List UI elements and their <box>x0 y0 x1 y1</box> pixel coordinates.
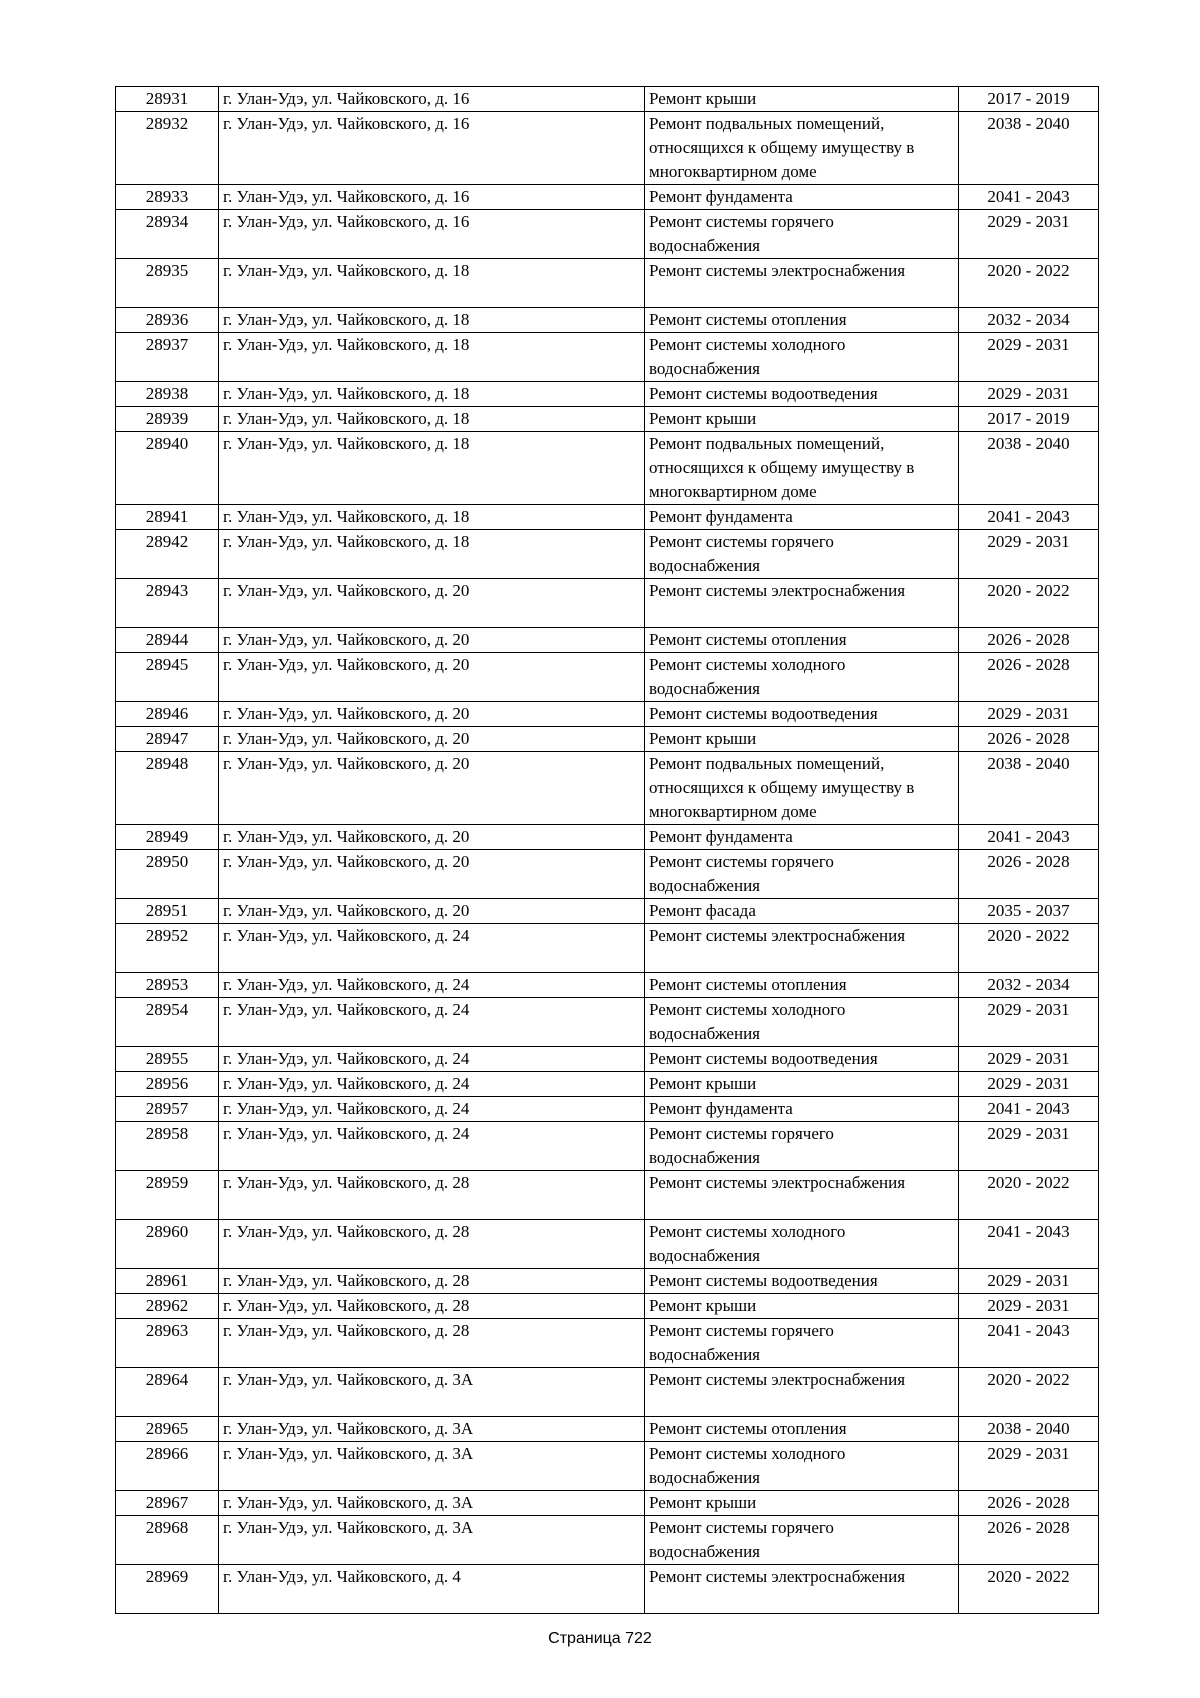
row-number-cell: 28942 <box>116 530 219 579</box>
period-cell: 2020 - 2022 <box>959 1565 1099 1614</box>
row-number-cell: 28969 <box>116 1565 219 1614</box>
row-number-cell: 28955 <box>116 1047 219 1072</box>
period-cell: 2029 - 2031 <box>959 1269 1099 1294</box>
work-type-cell: Ремонт системы горячего водоснабжения <box>645 210 959 259</box>
address-cell: г. Улан-Удэ, ул. Чайковского, д. 20 <box>219 825 645 850</box>
work-type-cell: Ремонт системы электроснабжения <box>645 579 959 628</box>
table-row <box>116 308 1099 333</box>
work-type-cell: Ремонт подвальных помещений, относящихся к общему имуществу в многоквартирном доме <box>645 112 959 185</box>
work-type-cell: Ремонт системы холодного водоснабжения <box>645 998 959 1047</box>
row-number-cell: 28943 <box>116 579 219 628</box>
address-cell: г. Улан-Удэ, ул. Чайковского, д. 18 <box>219 505 645 530</box>
period-cell: 2041 - 2043 <box>959 185 1099 210</box>
row-number-cell: 28964 <box>116 1368 219 1417</box>
address-cell: г. Улан-Удэ, ул. Чайковского, д. 16 <box>219 87 645 112</box>
row-number-cell: 28948 <box>116 752 219 825</box>
address-cell: г. Улан-Удэ, ул. Чайковского, д. 24 <box>219 1047 645 1072</box>
work-type-cell: Ремонт крыши <box>645 727 959 752</box>
work-type-cell: Ремонт системы водоотведения <box>645 1269 959 1294</box>
period-cell: 2026 - 2028 <box>959 727 1099 752</box>
work-type-cell: Ремонт системы водоотведения <box>645 702 959 727</box>
table-row <box>116 1294 1099 1319</box>
row-number-cell: 28940 <box>116 432 219 505</box>
row-number-cell: 28934 <box>116 210 219 259</box>
table-row <box>116 382 1099 407</box>
table-row <box>116 1072 1099 1097</box>
address-cell: г. Улан-Удэ, ул. Чайковского, д. 16 <box>219 112 645 185</box>
work-type-cell: Ремонт крыши <box>645 1294 959 1319</box>
table-row <box>116 752 1099 825</box>
period-cell: 2029 - 2031 <box>959 1442 1099 1491</box>
address-cell: г. Улан-Удэ, ул. Чайковского, д. 20 <box>219 653 645 702</box>
work-type-cell: Ремонт системы горячего водоснабжения <box>645 850 959 899</box>
table-row <box>116 850 1099 899</box>
work-type-cell: Ремонт системы горячего водоснабжения <box>645 1319 959 1368</box>
address-cell: г. Улан-Удэ, ул. Чайковского, д. 24 <box>219 973 645 998</box>
table-row <box>116 1319 1099 1368</box>
period-cell: 2029 - 2031 <box>959 530 1099 579</box>
period-cell: 2041 - 2043 <box>959 1097 1099 1122</box>
period-cell: 2020 - 2022 <box>959 579 1099 628</box>
table-row <box>116 1565 1099 1614</box>
table-row <box>116 1220 1099 1269</box>
address-cell: г. Улан-Удэ, ул. Чайковского, д. 28 <box>219 1171 645 1220</box>
period-cell: 2026 - 2028 <box>959 850 1099 899</box>
work-type-cell: Ремонт крыши <box>645 87 959 112</box>
table-row <box>116 998 1099 1047</box>
table-row <box>116 530 1099 579</box>
row-number-cell: 28939 <box>116 407 219 432</box>
table-row <box>116 1442 1099 1491</box>
work-type-cell: Ремонт подвальных помещений, относящихся к общему имуществу в многоквартирном доме <box>645 752 959 825</box>
table-row <box>116 1097 1099 1122</box>
row-number-cell: 28938 <box>116 382 219 407</box>
repair-schedule-table <box>115 86 1099 1614</box>
row-number-cell: 28945 <box>116 653 219 702</box>
work-type-cell: Ремонт системы отопления <box>645 308 959 333</box>
address-cell: г. Улан-Удэ, ул. Чайковского, д. 18 <box>219 308 645 333</box>
table-row <box>116 87 1099 112</box>
table-row <box>116 1368 1099 1417</box>
address-cell: г. Улан-Удэ, ул. Чайковского, д. 24 <box>219 1097 645 1122</box>
row-number-cell: 28947 <box>116 727 219 752</box>
work-type-cell: Ремонт системы отопления <box>645 973 959 998</box>
address-cell: г. Улан-Удэ, ул. Чайковского, д. 3А <box>219 1516 645 1565</box>
table-row <box>116 653 1099 702</box>
period-cell: 2020 - 2022 <box>959 259 1099 308</box>
work-type-cell: Ремонт фундамента <box>645 1097 959 1122</box>
period-cell: 2029 - 2031 <box>959 333 1099 382</box>
address-cell: г. Улан-Удэ, ул. Чайковского, д. 20 <box>219 752 645 825</box>
row-number-cell: 28935 <box>116 259 219 308</box>
address-cell: г. Улан-Удэ, ул. Чайковского, д. 16 <box>219 185 645 210</box>
period-cell: 2038 - 2040 <box>959 432 1099 505</box>
row-number-cell: 28946 <box>116 702 219 727</box>
work-type-cell: Ремонт системы горячего водоснабжения <box>645 1122 959 1171</box>
table-row <box>116 112 1099 185</box>
period-cell: 2035 - 2037 <box>959 899 1099 924</box>
address-cell: г. Улан-Удэ, ул. Чайковского, д. 18 <box>219 407 645 432</box>
row-number-cell: 28944 <box>116 628 219 653</box>
work-type-cell: Ремонт системы электроснабжения <box>645 1368 959 1417</box>
address-cell: г. Улан-Удэ, ул. Чайковского, д. 18 <box>219 333 645 382</box>
work-type-cell: Ремонт системы электроснабжения <box>645 924 959 973</box>
address-cell: г. Улан-Удэ, ул. Чайковского, д. 18 <box>219 432 645 505</box>
page-number: Страница 722 <box>548 1630 652 1647</box>
period-cell: 2026 - 2028 <box>959 628 1099 653</box>
address-cell: г. Улан-Удэ, ул. Чайковского, д. 18 <box>219 530 645 579</box>
table-row <box>116 432 1099 505</box>
row-number-cell: 28965 <box>116 1417 219 1442</box>
row-number-cell: 28961 <box>116 1269 219 1294</box>
table-row <box>116 505 1099 530</box>
address-cell: г. Улан-Удэ, ул. Чайковского, д. 18 <box>219 259 645 308</box>
row-number-cell: 28937 <box>116 333 219 382</box>
work-type-cell: Ремонт системы электроснабжения <box>645 1565 959 1614</box>
period-cell: 2038 - 2040 <box>959 112 1099 185</box>
table-row <box>116 333 1099 382</box>
work-type-cell: Ремонт фундамента <box>645 825 959 850</box>
work-type-cell: Ремонт системы водоотведения <box>645 382 959 407</box>
period-cell: 2029 - 2031 <box>959 702 1099 727</box>
table-row <box>116 727 1099 752</box>
period-cell: 2029 - 2031 <box>959 1072 1099 1097</box>
work-type-cell: Ремонт системы отопления <box>645 628 959 653</box>
period-cell: 2029 - 2031 <box>959 210 1099 259</box>
period-cell: 2038 - 2040 <box>959 752 1099 825</box>
period-cell: 2041 - 2043 <box>959 1220 1099 1269</box>
table-row <box>116 210 1099 259</box>
period-cell: 2032 - 2034 <box>959 973 1099 998</box>
row-number-cell: 28949 <box>116 825 219 850</box>
period-cell: 2029 - 2031 <box>959 1047 1099 1072</box>
address-cell: г. Улан-Удэ, ул. Чайковского, д. 3А <box>219 1442 645 1491</box>
work-type-cell: Ремонт фундамента <box>645 505 959 530</box>
row-number-cell: 28954 <box>116 998 219 1047</box>
row-number-cell: 28962 <box>116 1294 219 1319</box>
address-cell: г. Улан-Удэ, ул. Чайковского, д. 16 <box>219 210 645 259</box>
work-type-cell: Ремонт системы холодного водоснабжения <box>645 1220 959 1269</box>
address-cell: г. Улан-Удэ, ул. Чайковского, д. 20 <box>219 628 645 653</box>
table-row <box>116 1491 1099 1516</box>
address-cell: г. Улан-Удэ, ул. Чайковского, д. 20 <box>219 850 645 899</box>
work-type-cell: Ремонт подвальных помещений, относящихся к общему имуществу в многоквартирном доме <box>645 432 959 505</box>
row-number-cell: 28936 <box>116 308 219 333</box>
period-cell: 2017 - 2019 <box>959 407 1099 432</box>
row-number-cell: 28931 <box>116 87 219 112</box>
table-row <box>116 1171 1099 1220</box>
period-cell: 2020 - 2022 <box>959 924 1099 973</box>
row-number-cell: 28933 <box>116 185 219 210</box>
address-cell: г. Улан-Удэ, ул. Чайковского, д. 4 <box>219 1565 645 1614</box>
work-type-cell: Ремонт системы электроснабжения <box>645 1171 959 1220</box>
work-type-cell: Ремонт системы отопления <box>645 1417 959 1442</box>
period-cell: 2029 - 2031 <box>959 1122 1099 1171</box>
table-row <box>116 924 1099 973</box>
work-type-cell: Ремонт системы горячего водоснабжения <box>645 1516 959 1565</box>
work-type-cell: Ремонт системы холодного водоснабжения <box>645 653 959 702</box>
table-body <box>116 87 1099 1614</box>
address-cell: г. Улан-Удэ, ул. Чайковского, д. 24 <box>219 998 645 1047</box>
row-number-cell: 28956 <box>116 1072 219 1097</box>
table-row <box>116 628 1099 653</box>
work-type-cell: Ремонт фундамента <box>645 185 959 210</box>
work-type-cell: Ремонт системы горячего водоснабжения <box>645 530 959 579</box>
work-type-cell: Ремонт фасада <box>645 899 959 924</box>
period-cell: 2026 - 2028 <box>959 1491 1099 1516</box>
table-row <box>116 1417 1099 1442</box>
table-row <box>116 1047 1099 1072</box>
address-cell: г. Улан-Удэ, ул. Чайковского, д. 28 <box>219 1220 645 1269</box>
row-number-cell: 28958 <box>116 1122 219 1171</box>
row-number-cell: 28953 <box>116 973 219 998</box>
row-number-cell: 28950 <box>116 850 219 899</box>
table-row <box>116 579 1099 628</box>
period-cell: 2041 - 2043 <box>959 825 1099 850</box>
address-cell: г. Улан-Удэ, ул. Чайковского, д. 24 <box>219 924 645 973</box>
address-cell: г. Улан-Удэ, ул. Чайковского, д. 3А <box>219 1417 645 1442</box>
work-type-cell: Ремонт системы водоотведения <box>645 1047 959 1072</box>
table-row <box>116 407 1099 432</box>
period-cell: 2026 - 2028 <box>959 1516 1099 1565</box>
table-row <box>116 702 1099 727</box>
address-cell: г. Улан-Удэ, ул. Чайковского, д. 28 <box>219 1319 645 1368</box>
row-number-cell: 28967 <box>116 1491 219 1516</box>
address-cell: г. Улан-Удэ, ул. Чайковского, д. 3А <box>219 1491 645 1516</box>
period-cell: 2029 - 2031 <box>959 382 1099 407</box>
address-cell: г. Улан-Удэ, ул. Чайковского, д. 28 <box>219 1294 645 1319</box>
address-cell: г. Улан-Удэ, ул. Чайковского, д. 24 <box>219 1072 645 1097</box>
row-number-cell: 28959 <box>116 1171 219 1220</box>
work-type-cell: Ремонт крыши <box>645 1072 959 1097</box>
address-cell: г. Улан-Удэ, ул. Чайковского, д. 18 <box>219 382 645 407</box>
table-row <box>116 825 1099 850</box>
period-cell: 2032 - 2034 <box>959 308 1099 333</box>
address-cell: г. Улан-Удэ, ул. Чайковского, д. 20 <box>219 727 645 752</box>
row-number-cell: 28957 <box>116 1097 219 1122</box>
work-type-cell: Ремонт крыши <box>645 407 959 432</box>
work-type-cell: Ремонт системы холодного водоснабжения <box>645 1442 959 1491</box>
period-cell: 2038 - 2040 <box>959 1417 1099 1442</box>
row-number-cell: 28952 <box>116 924 219 973</box>
work-type-cell: Ремонт крыши <box>645 1491 959 1516</box>
period-cell: 2020 - 2022 <box>959 1368 1099 1417</box>
address-cell: г. Улан-Удэ, ул. Чайковского, д. 24 <box>219 1122 645 1171</box>
work-type-cell: Ремонт системы холодного водоснабжения <box>645 333 959 382</box>
address-cell: г. Улан-Удэ, ул. Чайковского, д. 20 <box>219 702 645 727</box>
address-cell: г. Улан-Удэ, ул. Чайковского, д. 3А <box>219 1368 645 1417</box>
period-cell: 2026 - 2028 <box>959 653 1099 702</box>
address-cell: г. Улан-Удэ, ул. Чайковского, д. 20 <box>219 579 645 628</box>
period-cell: 2041 - 2043 <box>959 505 1099 530</box>
row-number-cell: 28966 <box>116 1442 219 1491</box>
work-type-cell: Ремонт системы электроснабжения <box>645 259 959 308</box>
table-row <box>116 259 1099 308</box>
row-number-cell: 28963 <box>116 1319 219 1368</box>
table-row <box>116 1516 1099 1565</box>
row-number-cell: 28960 <box>116 1220 219 1269</box>
table-row <box>116 899 1099 924</box>
row-number-cell: 28932 <box>116 112 219 185</box>
period-cell: 2029 - 2031 <box>959 1294 1099 1319</box>
address-cell: г. Улан-Удэ, ул. Чайковского, д. 28 <box>219 1269 645 1294</box>
period-cell: 2029 - 2031 <box>959 998 1099 1047</box>
table-row <box>116 1269 1099 1294</box>
period-cell: 2041 - 2043 <box>959 1319 1099 1368</box>
row-number-cell: 28951 <box>116 899 219 924</box>
period-cell: 2020 - 2022 <box>959 1171 1099 1220</box>
row-number-cell: 28941 <box>116 505 219 530</box>
period-cell: 2017 - 2019 <box>959 87 1099 112</box>
address-cell: г. Улан-Удэ, ул. Чайковского, д. 20 <box>219 899 645 924</box>
table-row <box>116 185 1099 210</box>
row-number-cell: 28968 <box>116 1516 219 1565</box>
table-row <box>116 973 1099 998</box>
table-row <box>116 1122 1099 1171</box>
